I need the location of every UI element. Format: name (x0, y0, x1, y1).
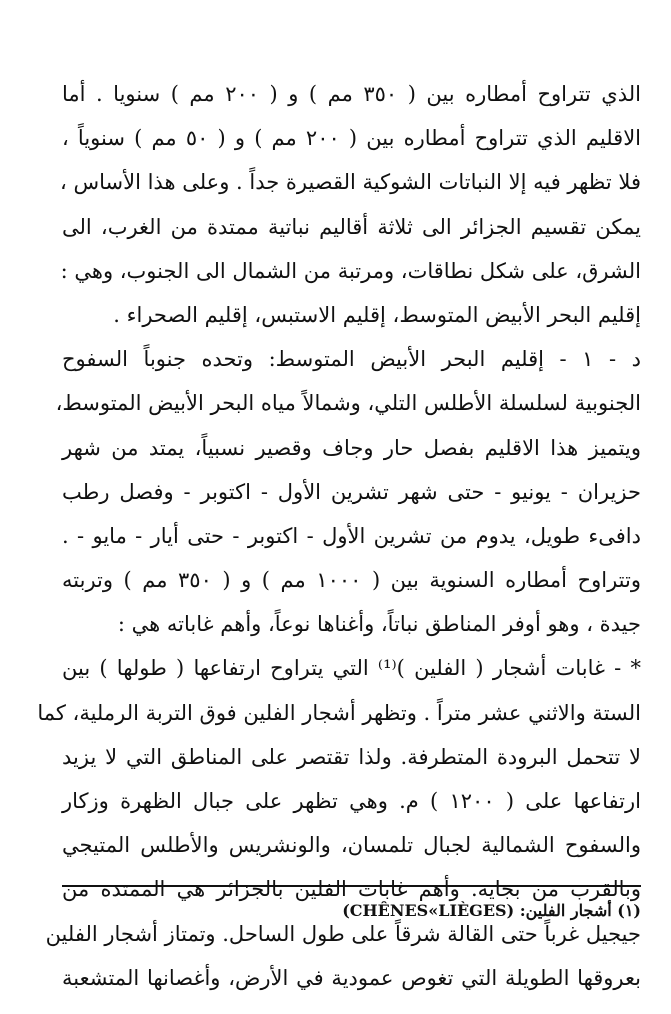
text-line: الذي تتراوح أمطاره بين ( ٣٥٠ مم ) و ( ٢٠٠ مم ) سنويا . أما (62, 82, 641, 106)
text-line: وبالقرب من بجاية. وأهم غابات الفلين بالجزائر هي الممتدة من (62, 877, 641, 902)
text-line: ارتفاعها على ( ١٢٠٠ ) م. وهي تظهر على جبال الظهرة وزكار (62, 789, 642, 813)
text-line: وتتراوح أمطاره السنوية بين ( ١٠٠٠ مم ) و ( ٣٥٠ مم ) وتربته (62, 568, 641, 593)
text-line: إقليم البحر الأبيض المتوسط، إقليم الاستبس، إقليم الصحراء . (113, 302, 641, 327)
footnote: (١) أشجار الفلين: (CHÊNES«LIÈGES) (342, 901, 641, 920)
text-line: الستة والاثني عشر متراً . وتظهر أشجار الفلين فوق التربة الرملية، كما (37, 700, 641, 725)
text-line: والسفوح الشمالية لجبال تلمسان، والونشريس والأطلس المتيجي (62, 833, 641, 858)
text-line: بعروقها الطويلة التي تغوص عمودية في الأرض، وأغصانها المتشعبة (62, 965, 641, 990)
text-line: يمكن تقسيم الجزائر الى ثلاثة أقاليم نباتية ممتدة من الغرب، الى (62, 214, 641, 239)
page-body (37, 72, 642, 1000)
subsection-heading-line: * - غابات أشجار ( الفلين )⁽¹⁾ التي يتراوح ارتفاعها ( طولها ) بين (62, 656, 641, 681)
text-line: فلا تظهر فيه إلا النباتات الشوكية القصيرة جداً . وعلى هذا الأساس ، (60, 170, 641, 195)
text-line: الشرق، على شكل نطاقات، ومرتبة من الشمال الى الجنوب، وهي : (60, 258, 641, 283)
text-line: جيدة ، وهو أوفر المناطق نباتاً، وأغناها نوعاً، وأهم غاباته هي : (117, 612, 641, 637)
text-line: جيجيل غرباً حتى القالة شرقاً على طول الساحل. وتمتاز أشجار الفلين (45, 921, 641, 946)
footnote-divider (62, 885, 641, 887)
text-line: لا تتحمل البرودة المتطرفة. ولذا تقتصر على المناطق التي لا يزيد (62, 744, 641, 769)
text-line: ويتميز هذا الاقليم بفصل حار وجاف وقصير نسبياً، يمتد من شهر (62, 435, 641, 460)
section-heading-line: د - ١ - إقليم البحر الأبيض المتوسط: وتحده جنوباً السفوح (62, 347, 641, 372)
text-line: حزيران - يونيو - حتى شهر تشرين الأول - اكتوبر - وفصل رطب (62, 479, 641, 504)
text-line: دافىء طويل، يدوم من تشرين الأول - اكتوبر - حتى أيار - مايو - . (62, 523, 641, 548)
text-line: الاقليم الذي تتراوح أمطاره بين ( ٢٠٠ مم ) و ( ٥٠ مم ) سنوياً ، (62, 126, 641, 151)
text-line: الجنوبية لسلسلة الأطلس التلي، وشمالاً مياه البحر الأبيض المتوسط، (55, 391, 641, 416)
